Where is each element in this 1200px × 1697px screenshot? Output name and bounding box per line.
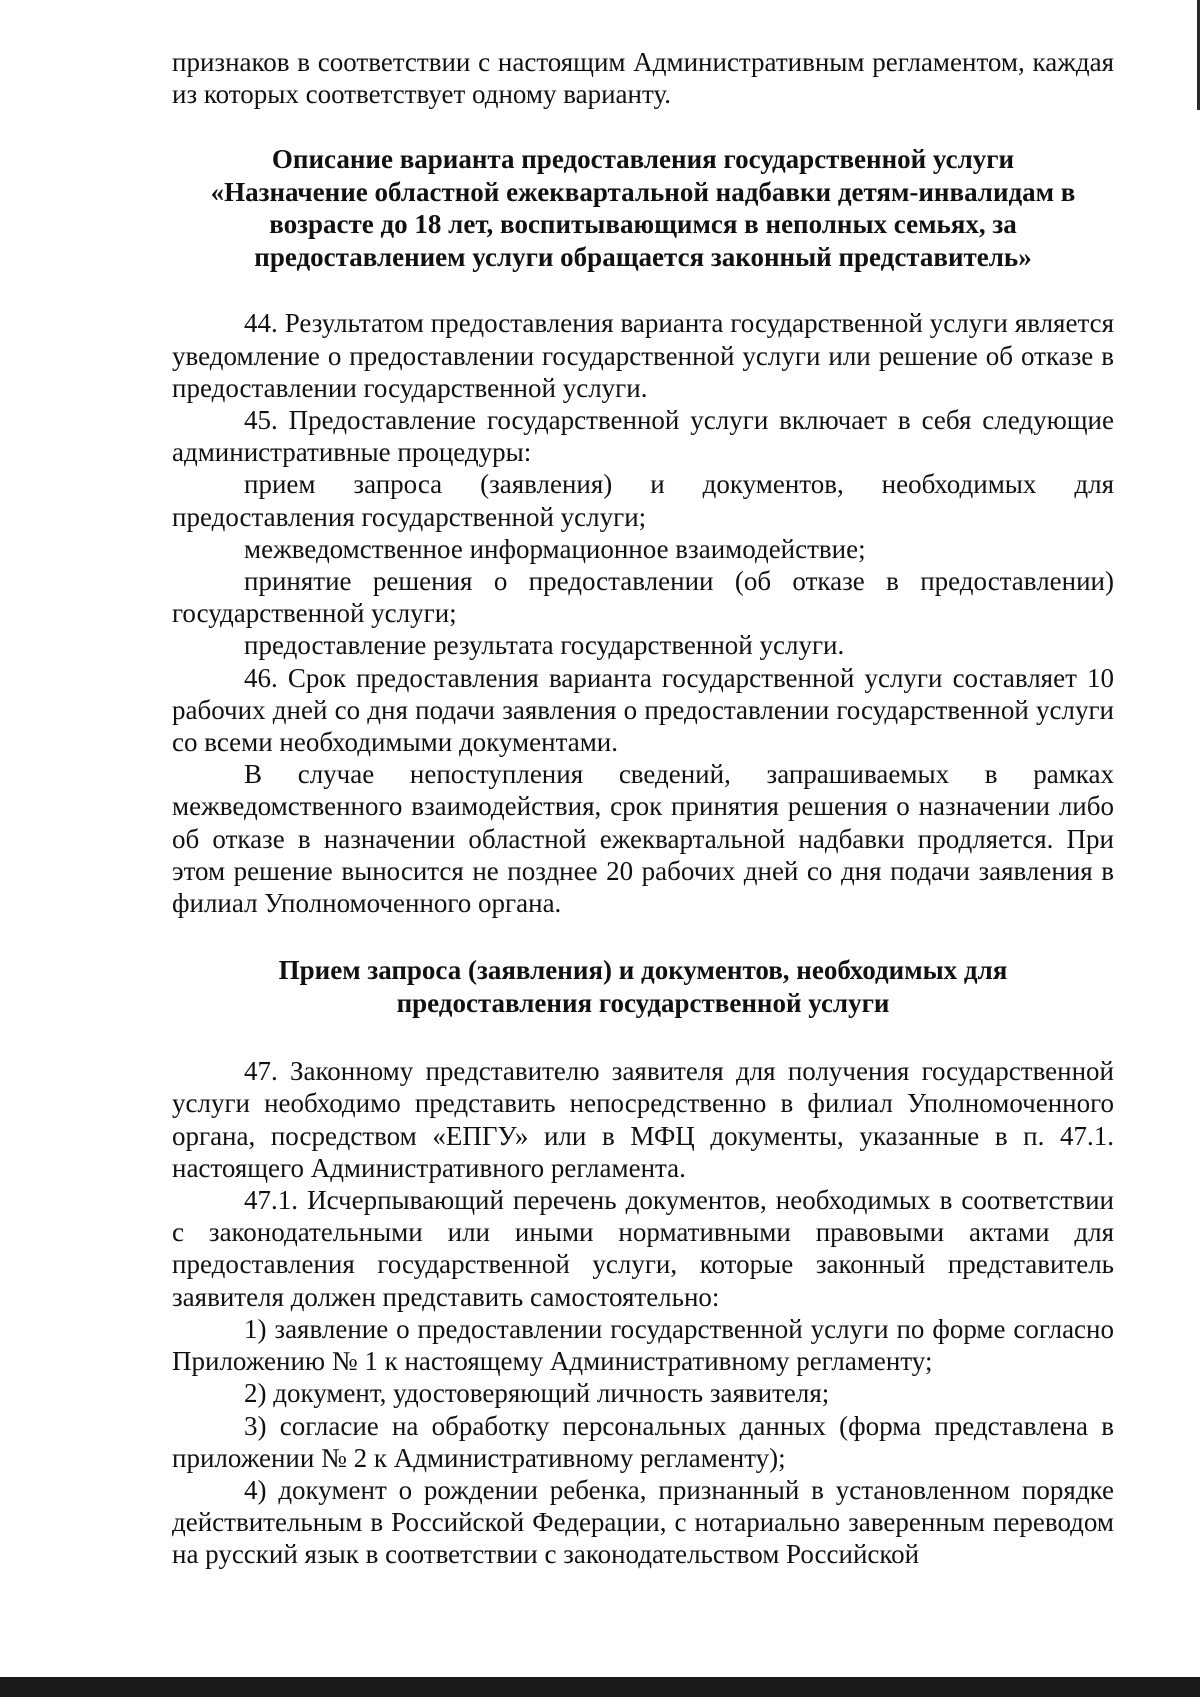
procedure-item-reception: прием запроса (заявления) и документов, необходимых для предоставления государственной услуги; — [172, 469, 1114, 532]
scan-edge-bottom — [0, 1677, 1200, 1697]
document-list-item-2: 2) документ, удостоверяющий личность заявителя; — [244, 1378, 830, 1409]
spacer — [172, 1019, 1114, 1055]
section-heading-variant-description — [172, 143, 1114, 273]
document-page — [172, 46, 1114, 1571]
paragraph-47-1: 47.1. Исчерпывающий перечень документов, необходимых в соответствии с законодательными или иными нормативными правовыми актами для предоставления государственной услуги, которые законный представитель заявителя должен представить самостоятельно: — [172, 1185, 1114, 1312]
heading-line: предоставления государственной услуги — [396, 987, 890, 1018]
heading-line: Прием запроса (заявления) и документов, необходимых для — [278, 955, 1008, 986]
heading-line: предоставлением услуги обращается законный представитель» — [254, 241, 1032, 272]
document-list-item-1: 1) заявление о предоставлении государственной услуги по форме согласно Приложению № 1 к настоящему Административному регламенту; — [172, 1313, 1114, 1377]
heading-line: «Назначение областной ежеквартальной надбавки детям-инвалидам в — [210, 176, 1076, 207]
procedure-item-result: предоставление результата государственной услуги. — [244, 630, 845, 661]
paragraph-44: 44. Результатом предоставления варианта государственной услуги является уведомление о предоставлении государственной услуги или решение об отказе в предоставлении государственной услуги. — [172, 308, 1114, 403]
section-heading-reception — [172, 954, 1114, 1019]
document-list-item-3: 3) согласие на обработку персональных данных (форма представлена в приложении № 2 к Административному регламенту); — [172, 1410, 1114, 1473]
spacer — [172, 110, 1114, 143]
spacer — [172, 273, 1114, 307]
spacer — [172, 919, 1114, 954]
paragraph-46: 46. Срок предоставления варианта государственной услуги составляет 10 рабочих дней со дня подачи заявления о предоставлении государственной услуги со всеми необходимыми документами. — [172, 662, 1114, 758]
procedure-item-decision: принятие решения о предоставлении (об отказе в предоставлении) государственной услуги; — [172, 566, 1114, 629]
paragraph-47: 47. Законному представителю заявителя для получения государственной услуги необходимо представить непосредственно в филиал Уполномоченного органа, посредством «ЕПГУ» или в МФЦ документы, указанные в п. 47.1. настоящего Административного регламента. — [172, 1056, 1114, 1183]
paragraph-46-extension: В случае непоступления сведений, запрашиваемых в рамках межведомственного взаимодействия, срок принятия решения о назначении либо об отказе в назначении областной ежеквартальной надбавки продляется. При этом решение выносится не позднее 20 рабочих дней со дня подачи заявления в филиал Уполномоченного органа. — [172, 759, 1114, 919]
heading-line: Описание варианта предоставления государственной услуги — [271, 144, 1015, 175]
intro-paragraph: признаков в соответствии с настоящим Административным регламентом, каждая из которых соответствует одному варианту. — [172, 47, 1114, 110]
document-list-item-4: 4) документ о рождении ребенка, признанный в установленном порядке действительным в Российской Федерации, с нотариально заверенным переводом на русский язык в соответствии с законодательством Российской — [172, 1474, 1114, 1570]
heading-line: возрасте до 18 лет, воспитывающимся в неполных семьях, за — [269, 209, 1017, 240]
paragraph-45: 45. Предоставление государственной услуги включает в себя следующие административные процедуры: — [172, 405, 1114, 468]
procedure-item-interagency: межведомственное информационное взаимодействие; — [244, 533, 866, 564]
